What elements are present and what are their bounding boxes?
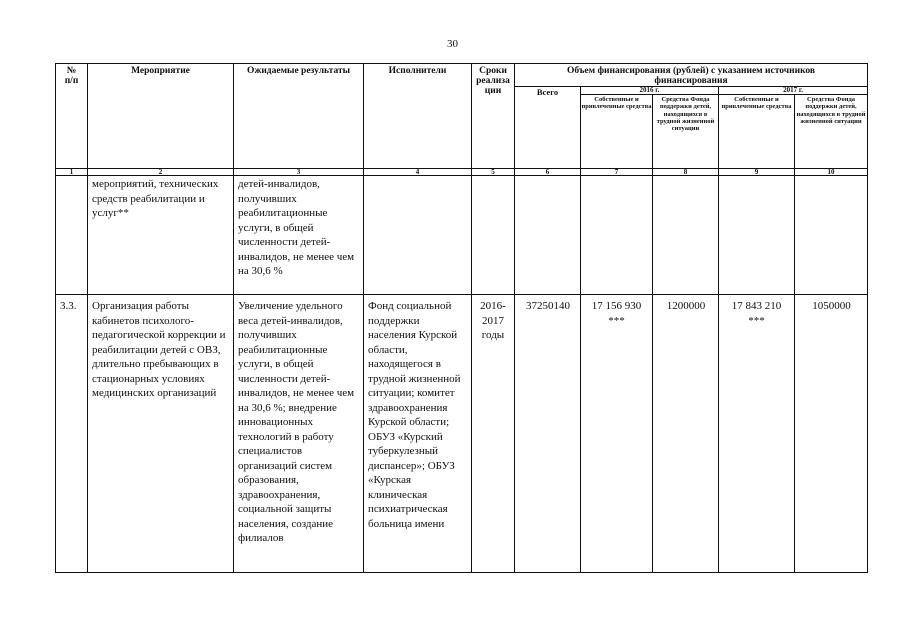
row-results: Увеличение удельного веса детей-инвалидов, получивших реабилитационные услуги, в общей численности детей-инвалидов, не менее чем на 30,6 %; внедрение инновационных технологий в работу специалистов организаций систем образования, здравоохранения, социальной защиты населения, создание филиалов bbox=[234, 295, 364, 573]
row-no: 3.3. bbox=[56, 295, 88, 573]
row-event: Организация работы кабинетов психолого-педагогической коррекции и реабилитации детей с ОВЗ, длительно пребывающих в стационарных условиях медицинских организаций bbox=[88, 295, 234, 573]
row-executors: Фонд социальной поддержки населения Курской области, находящегося в трудной жизненной ситуации; комитет здравоохранения Курской области; ОБУЗ «Курский туберкулезный диспансер»; ОБУЗ «Курская клиническая психиатрическая больница имени bbox=[364, 295, 472, 573]
col-number: 2 bbox=[88, 169, 234, 176]
header-own-2016: Собственные и привлеченные средства bbox=[581, 95, 653, 169]
row-fund-2017: 1050000 bbox=[795, 295, 868, 573]
row-fund-2016: 1200000 bbox=[653, 295, 719, 573]
row-results: детей-инвалидов, получивших реабилитационные услуги, в общей численности детей-инвалидов, не менее чем на 30,6 % bbox=[234, 176, 364, 295]
header-funding: Объем финансирования (рублей) с указанием источников финансирования bbox=[515, 64, 868, 87]
row-own-2017: 17 843 210 *** bbox=[719, 295, 795, 573]
financing-table bbox=[55, 63, 868, 573]
col-number: 4 bbox=[364, 169, 472, 176]
row-fund-2017 bbox=[795, 176, 868, 295]
col-number: 5 bbox=[472, 169, 515, 176]
row-executors bbox=[364, 176, 472, 295]
row-event: мероприятий, технических средств реабилитации и услуг** bbox=[88, 176, 234, 295]
row-own-2016: 17 156 930 *** bbox=[581, 295, 653, 573]
header-no: № п/п bbox=[56, 64, 88, 169]
row-total: 37250140 bbox=[515, 295, 581, 573]
row-own-2016 bbox=[581, 176, 653, 295]
column-number-row bbox=[56, 169, 868, 176]
table-row bbox=[56, 295, 868, 573]
header-fund-2017: Средства Фонда поддержки детей, находящихся в трудной жизненной ситуации bbox=[795, 95, 868, 169]
row-total bbox=[515, 176, 581, 295]
col-number: 7 bbox=[581, 169, 653, 176]
col-number: 10 bbox=[795, 169, 868, 176]
row-fund-2016 bbox=[653, 176, 719, 295]
header-fund-2016: Средства Фонда поддержки детей, находящихся в трудной жизненной ситуации bbox=[653, 95, 719, 169]
header-executors: Исполнители bbox=[364, 64, 472, 169]
row-own-2017 bbox=[719, 176, 795, 295]
row-terms bbox=[472, 176, 515, 295]
header-total: Всего bbox=[515, 87, 581, 169]
header-results: Ожидаемые результаты bbox=[234, 64, 364, 169]
header-event: Мероприятие bbox=[88, 64, 234, 169]
page-number: 30 bbox=[447, 38, 458, 50]
header-own-2017: Собственные и привлеченные средства bbox=[719, 95, 795, 169]
col-number: 3 bbox=[234, 169, 364, 176]
col-number: 8 bbox=[653, 169, 719, 176]
header-terms: Сроки реализа ции bbox=[472, 64, 515, 169]
row-no bbox=[56, 176, 88, 295]
col-number: 6 bbox=[515, 169, 581, 176]
col-number: 9 bbox=[719, 169, 795, 176]
col-number: 1 bbox=[56, 169, 88, 176]
row-terms: 2016-2017 годы bbox=[472, 295, 515, 573]
table-row bbox=[56, 176, 868, 295]
header-year-2016: 2016 г. bbox=[581, 87, 719, 95]
header-year-2017: 2017 г. bbox=[719, 87, 868, 95]
